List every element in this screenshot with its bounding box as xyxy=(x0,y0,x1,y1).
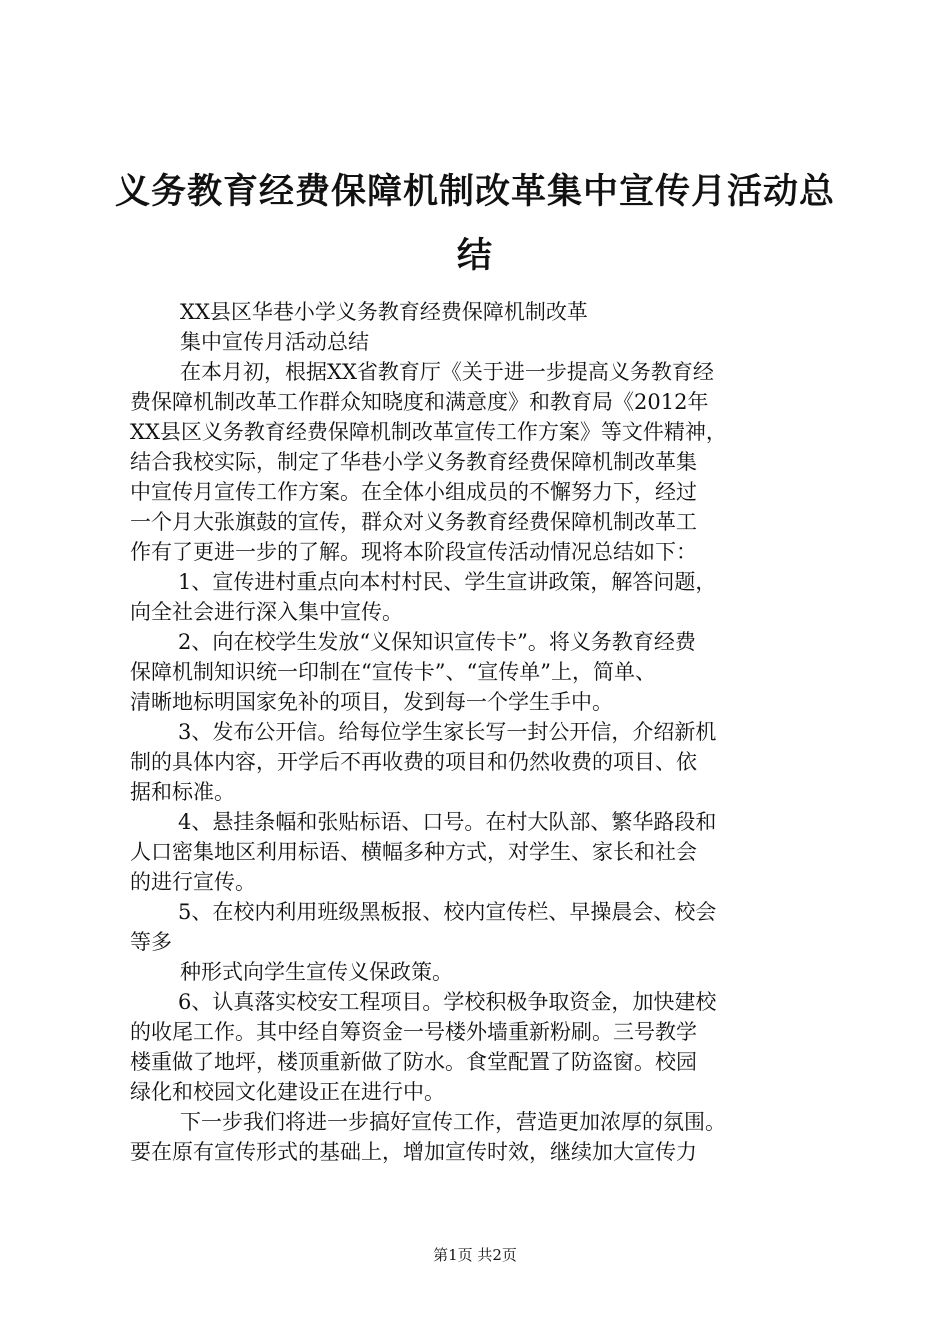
item-1-line: 向全社会进行深入集中宣传。 xyxy=(130,600,403,624)
paragraph-intro-line: 一个月大张旗鼓的宣传，群众对义务教育经费保障机制改革工 xyxy=(130,510,697,534)
subtitle-line-1: XX县区华巷小学义务教育经费保障机制改革 xyxy=(180,300,588,324)
item-4-line: 的进行宣传。 xyxy=(130,870,256,894)
item-5-line: 种形式向学生宣传义保政策。 xyxy=(180,960,453,984)
item-4-line: 人口密集地区利用标语、横幅多种方式，对学生、家长和社会 xyxy=(130,840,697,864)
item-5-line: 等多 xyxy=(130,930,172,954)
item-6-line: 绿化和校园文化建设正在进行中。 xyxy=(130,1080,445,1104)
paragraph-intro-line: 在本月初，根据XX省教育厅《关于进一步提高义务教育经 xyxy=(180,360,714,384)
item-6-line: 的收尾工作。其中经自筹资金一号楼外墙重新粉刷。三号教学 xyxy=(130,1020,697,1044)
paragraph-intro-line: 作有了更进一步的了解。现将本阶段宣传活动情况总结如下： xyxy=(130,540,697,564)
item-1-line: 1、宣传进村重点向本村村民、学生宣讲政策，解答问题， xyxy=(178,570,717,594)
item-2-line: 清晰地标明国家免补的项目，发到每一个学生手中。 xyxy=(130,690,613,714)
item-6-line: 6、认真落实校安工程项目。学校积极争取资金，加快建校 xyxy=(178,990,717,1014)
subtitle-line-2: 集中宣传月活动总结 xyxy=(180,330,369,354)
item-2-line: 保障机制知识统一印制在“宣传卡”、“宣传单”上，简单、 xyxy=(130,660,656,684)
item-3-line: 3、发布公开信。给每位学生家长写一封公开信，介绍新机 xyxy=(178,720,717,744)
paragraph-next-steps-line: 要在原有宣传形式的基础上，增加宣传时效，继续加大宣传力 xyxy=(130,1140,697,1164)
paragraph-intro-line: 费保障机制改革工作群众知晓度和满意度》和教育局《2012年 xyxy=(130,390,709,414)
item-6-line: 楼重做了地坪，楼顶重新做了防水。食堂配置了防盗窗。校园 xyxy=(130,1050,697,1074)
title-line-1: 义务教育经费保障机制改革集中宣传月活动总 xyxy=(114,171,835,212)
page-number-footer: 第1页 共2页 xyxy=(433,1246,517,1264)
title-line-2: 结 xyxy=(456,235,493,276)
item-4-line: 4、悬挂条幅和张贴标语、口号。在村大队部、繁华路段和 xyxy=(178,810,717,834)
item-3-line: 制的具体内容，开学后不再收费的项目和仍然收费的项目、依 xyxy=(130,750,697,774)
item-3-line: 据和标准。 xyxy=(130,780,235,804)
item-2-line: 2、向在校学生发放“义保知识宣传卡”。将义务教育经费 xyxy=(178,630,696,654)
paragraph-intro-line: 结合我校实际，制定了华巷小学义务教育经费保障机制改革集 xyxy=(130,450,697,474)
paragraph-next-steps-line: 下一步我们将进一步搞好宣传工作，营造更加浓厚的氛围。 xyxy=(180,1110,726,1134)
paragraph-intro-line: 中宣传月宣传工作方案。在全体小组成员的不懈努力下，经过 xyxy=(130,480,697,504)
paragraph-intro-line: XX县区义务教育经费保障机制改革宣传工作方案》等文件精神， xyxy=(130,420,727,444)
item-5-line: 5、在校内利用班级黑板报、校内宣传栏、早操晨会、校会 xyxy=(178,900,717,924)
document-body xyxy=(130,297,835,1167)
document-title xyxy=(100,160,850,288)
